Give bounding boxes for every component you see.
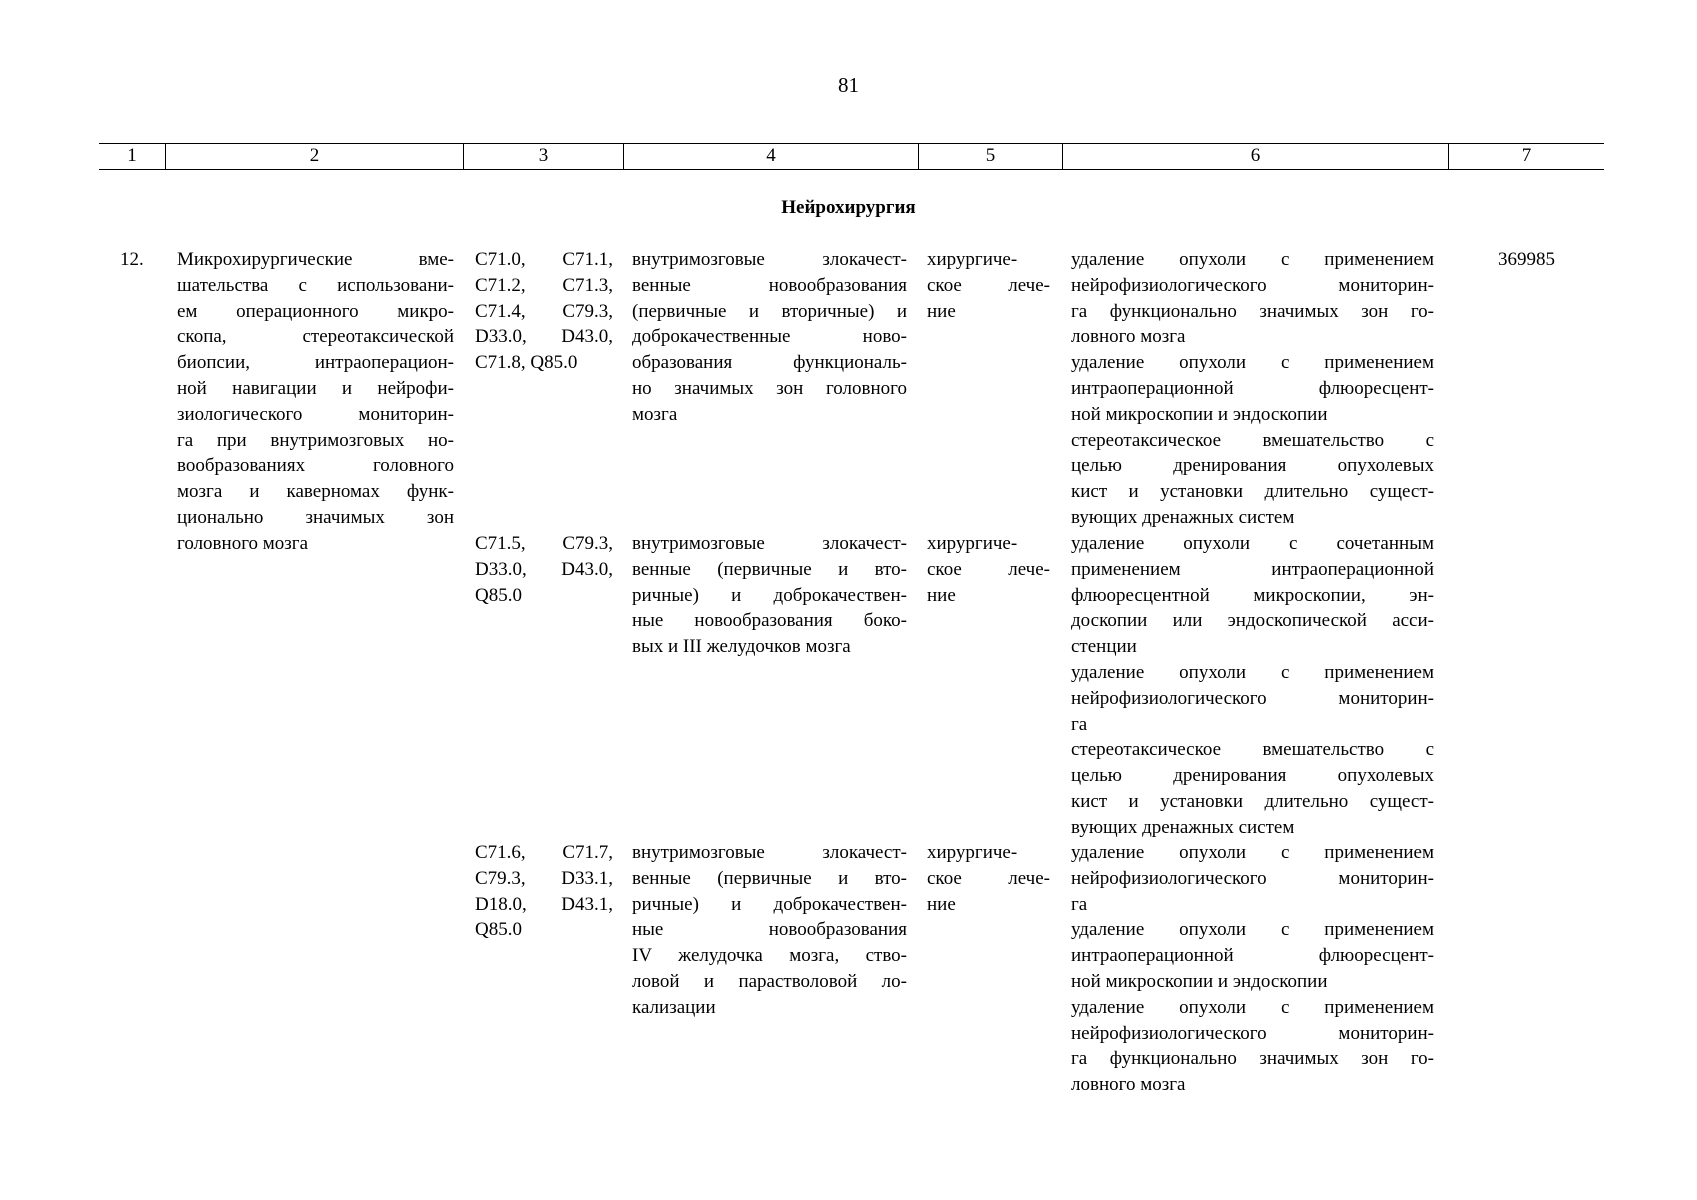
name-line: га при внутримозговых но- [177,429,454,451]
name-line: скопа, стереотаксической [177,326,454,348]
code-line: D18.0, D43.1, [475,893,613,915]
diagnosis-line: ричные) и доброкачествен- [632,893,907,915]
method-line: га функционально значимых зон го- [1071,1048,1434,1070]
method-line: кист и установки длительно сущест- [1071,790,1434,812]
group-2-methods [1071,531,1434,841]
code-line: Q85.0 [475,919,522,941]
diagnosis-line: внутримозговые злокачест- [632,533,907,554]
code-line: C71.0, C71.1, [475,249,613,270]
section-title: Нейрохирургия [781,197,916,218]
method-line: нейрофизиологического мониторин- [1071,687,1434,709]
group-2-codes [475,531,613,608]
group-3-diagnosis [632,840,907,1021]
method-line: удаление опухоли с применением [1071,249,1434,270]
entry-number: 12. [120,249,144,270]
name-line: ем операционного микро- [177,300,454,322]
method-line: кист и установки длительно сущест- [1071,481,1434,503]
header-col-7: 7 [1521,145,1532,166]
method-line: нейрофизиологического мониторин- [1071,1022,1434,1044]
method-line: удаление опухоли с применением [1071,352,1434,374]
method-line: ловного мозга [1071,1074,1186,1096]
diagnosis-line: венные (первичные и вто- [632,558,907,580]
diagnosis-line: ные новообразования [632,919,907,941]
diagnosis-line: ричные) и доброкачествен- [632,584,907,606]
method-line: целью дренирования опухолевых [1071,765,1434,787]
treatment-line: ское лече- [927,274,1050,296]
name-line: ной навигации и нейрофи- [177,377,454,399]
group-3-codes [475,840,613,943]
method-line: стереотаксическое вмешательство с [1071,739,1434,761]
group-1-diagnosis [632,247,907,428]
method-line: га [1071,713,1088,735]
diagnosis-line: ловой и парастволовой ло- [632,970,907,992]
method-line: вующих дренажных систем [1071,506,1295,528]
diagnosis-line: вых и III желудочков мозга [632,636,851,658]
method-line: ловного мозга [1071,326,1186,348]
name-line: головного мозга [177,532,309,554]
group-3-treatment [927,840,1050,917]
name-line: зиологического мониторин- [177,403,454,425]
diagnosis-line: внутримозговые злокачест- [632,249,907,270]
name-line: биопсии, интраоперацион- [177,352,454,374]
group-1-treatment [927,247,1050,324]
name-line: ционально значимых зон [177,506,454,528]
code-line: D33.0, D43.0, [475,558,613,580]
treatment-line: ние [927,300,956,322]
name-line: шательства с использовани- [177,274,454,296]
code-line: C71.2, C71.3, [475,274,613,296]
method-line: нейрофизиологического мониторин- [1071,867,1434,889]
diagnosis-line: внутримозговые злокачест- [632,842,907,863]
table-header-row [99,143,1604,170]
code-line: C71.4, C79.3, [475,300,613,322]
header-col-5: 5 [919,144,1063,169]
method-line: ной микроскопии и эндоскопии [1071,403,1328,425]
header-col-3: 3 [464,144,624,169]
method-line: удаление опухоли с сочетанным [1071,533,1434,554]
treatment-line: ское лече- [927,558,1050,580]
treatment-line: ние [927,584,956,606]
method-line: удаление опухоли с применением [1071,919,1434,941]
treatment-line: хирургиче- [927,533,1018,554]
method-line: нейрофизиологического мониторин- [1071,274,1434,296]
code-line: C71.8, Q85.0 [475,352,578,374]
diagnosis-line: (первичные и вторичные) и [632,300,907,322]
entry-name [177,247,454,557]
page-number: 81 [838,73,859,97]
entry-price: 369985 [1498,249,1555,270]
diagnosis-line: но значимых зон головного [632,377,907,399]
name-line: вообразованиях головного [177,455,454,477]
treatment-line: хирургиче- [927,842,1018,863]
method-line: стенции [1071,636,1137,658]
method-line: га функционально значимых зон го- [1071,300,1434,322]
name-line: мозга и каверномах функ- [177,481,454,503]
diagnosis-line: доброкачественные ново- [632,326,907,348]
treatment-line: хирургиче- [927,249,1018,270]
diagnosis-line: кализации [632,996,716,1018]
method-line: применением интраоперационной [1071,558,1434,580]
code-line: C71.6, C71.7, [475,842,613,863]
method-line: удаление опухоли с применением [1071,842,1434,863]
method-line: стереотаксическое вмешательство с [1071,429,1434,451]
method-line: интраоперационной флюоресцент- [1071,945,1434,967]
method-line: удаление опухоли с применением [1071,996,1434,1018]
treatment-line: ние [927,893,956,915]
diagnosis-line: образования функциональ- [632,352,907,374]
diagnosis-line: IV желудочка мозга, ство- [632,945,907,967]
code-line: C71.5, C79.3, [475,533,613,554]
treatment-line: ское лече- [927,867,1050,889]
method-line: ной микроскопии и эндоскопии [1071,970,1328,992]
group-3-methods [1071,840,1434,1098]
diagnosis-line: мозга [632,403,678,425]
method-line: вующих дренажных систем [1071,816,1295,838]
header-col-2: 2 [166,144,464,169]
code-line: D33.0, D43.0, [475,326,613,348]
method-line: га [1071,893,1088,915]
group-2-treatment [927,531,1050,608]
method-line: доскопии или эндоскопической асси- [1071,610,1434,632]
group-2-diagnosis [632,531,907,660]
group-1-codes [475,247,613,376]
method-line: интраоперационной флюоресцент- [1071,377,1434,399]
method-line: удаление опухоли с применением [1071,661,1434,683]
header-col-1: 1 [99,144,166,169]
method-line: флюоресцентной микроскопии, эн- [1071,584,1434,606]
group-1-methods [1071,247,1434,531]
method-line: целью дренирования опухолевых [1071,455,1434,477]
name-line: Микрохирургические вме- [177,249,454,270]
header-col-6: 6 [1063,144,1449,169]
diagnosis-line: венные (первичные и вто- [632,867,907,889]
code-line: C79.3, D33.1, [475,867,613,889]
code-line: Q85.0 [475,584,522,606]
header-col-4: 4 [624,144,919,169]
diagnosis-line: ные новообразования боко- [632,610,907,632]
diagnosis-line: венные новообразования [632,274,907,296]
